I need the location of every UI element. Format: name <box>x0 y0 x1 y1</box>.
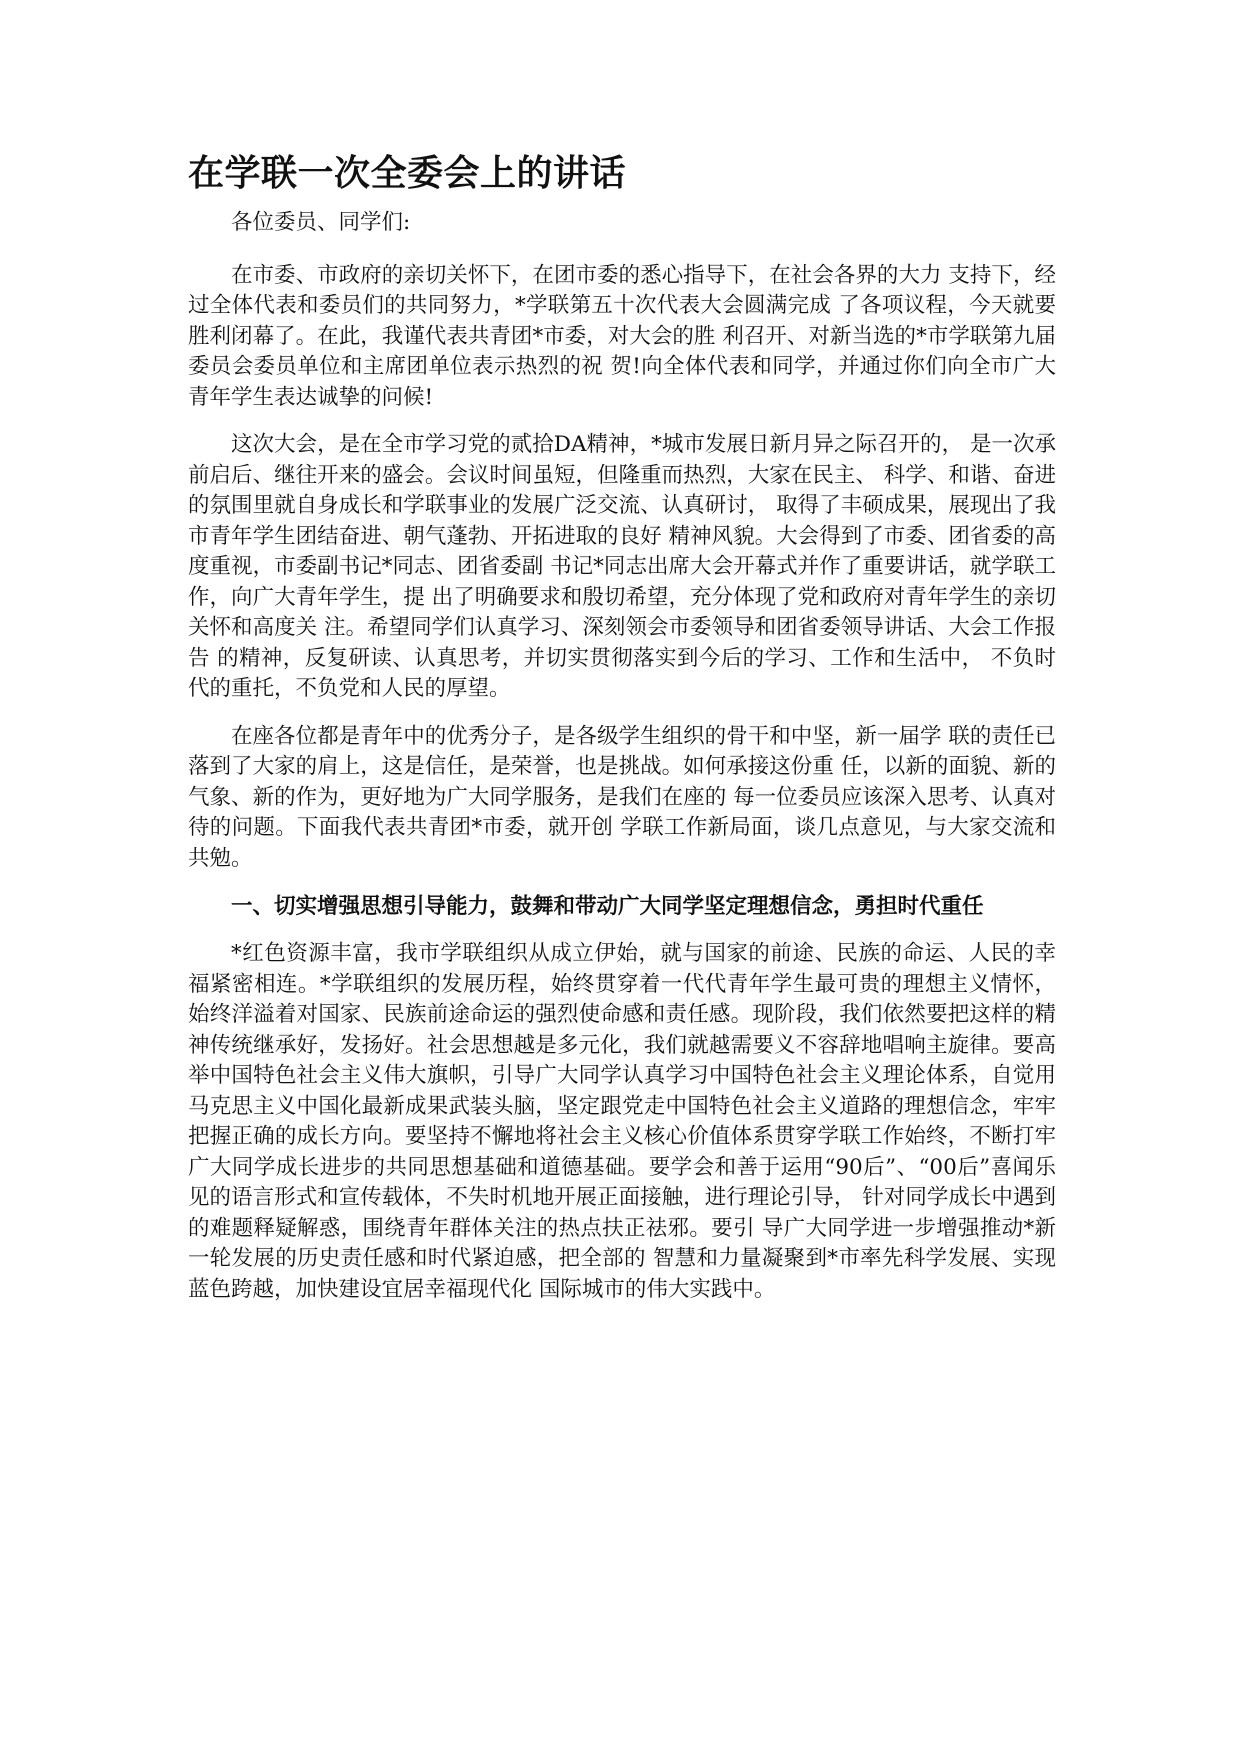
section-1-paragraph: *红色资源丰富，我市学联组织从成立伊始，就与国家的前途、民族的命运、人民的幸福紧密相连。*学联组织的发展历程，始终贯穿着一代代青年学生最可贵的理想主义情怀，始终洋溢着对国家、民族前途命运的强烈使命感和责任感。现阶段，我们依然要把这样的精神传统继承好，发扬好。社会思想越是多元化，我们就越需要义不容辞地唱响主旋律。要高举中国特色社会主义伟大旗帜，引导广大同学认真学习中国特色社会主义理论体系，自觉用马克思主义中国化最新成果武装头脑，坚定跟党走中国特色社会主义道路的理想信念，牢牢把握正确的成长方向。要坚持不懈地将社会主义核心价值体系贯穿学联工作始终，不断打牢广大同学成长进步的共同思想基础和道德基础。要学会和善于运用“90后”、“00后”喜闻乐见的语言形式和宣传载体，不失时机地开展正面接触，进行理论引导， 针对同学成长中遇到的难题释疑解惑，围绕青年群体关注的热点扶正祛邪。要引 导广大同学进一步增强推动*新一轮发展的历史责任感和时代紧迫感，把全部的 智慧和力量凝聚到*市率先科学发展、实现蓝色跨越，加快建设宜居幸福现代化 国际城市的伟大实践中。 <box>188 941 1056 1302</box>
section-heading-1: 一、切实增强思想引导能力，鼓舞和带动广大同学坚定理想信念，勇担时代重任 <box>231 894 984 919</box>
body-paragraph-1: 在市委、市政府的亲切关怀下，在团市委的悉心指导下，在社会各界的大力 支持下，经过全体代表和委员们的共同努力，*学联第五十次代表大会圆满完成 了各项议程，今天就要胜利闭幕了。在此，我谨代表共青团*市委，对大会的胜 利召开、对新当选的*市学联第九届委员会委员单位和主席团单位表示热烈的祝 贺!向全体代表和同学，并通过你们向全市广大青年学生表达诚挚的问候! <box>188 262 1056 410</box>
body-paragraph-3: 在座各位都是青年中的优秀分子，是各级学生组织的骨干和中坚，新一届学 联的责任已落到了大家的肩上，这是信任，是荣誉，也是挑战。如何承接这份重 任，以新的面貌、新的气象、新的作为，更好地为广大同学服务，是我们在座的 每一位委员应该深入思考、认真对待的问题。下面我代表共青团*市委，就开创 学联工作新局面，谈几点意见，与大家交流和共勉。 <box>188 723 1056 871</box>
salutation: 各位委员、同学们: <box>231 210 411 235</box>
body-paragraph-2: 这次大会，是在全市学习党的贰拾DA精神，*城市发展日新月异之际召开的， 是一次承前启后、继往开来的盛会。会议时间虽短，但隆重而热烈，大家在民主、 科学、和谐、奋进的氛围里就自身成长和学联事业的发展广泛交流、认真研讨， 取得了丰硕成果，展现出了我市青年学生团结奋进、朝气蓬勃、开拓进取的良好 精神风貌。大会得到了市委、团省委的高度重视，市委副书记*同志、团省委副 书记*同志出席大会开幕式并作了重要讲话，就学联工作，向广大青年学生，提 出了明确要求和殷切希望，充分体现了党和政府对青年学生的亲切关怀和高度关 注。希望同学们认真学习、深刻领会市委领导和团省委领导讲话、大会工作报告 的精神，反复研读、认真思考，并切实贯彻落实到今后的学习、工作和生活中， 不负时代的重托，不负党和人民的厚望。 <box>188 432 1056 701</box>
document-title: 在学联一次全委会上的讲话 <box>188 153 627 194</box>
document-page <box>188 150 1056 1322</box>
